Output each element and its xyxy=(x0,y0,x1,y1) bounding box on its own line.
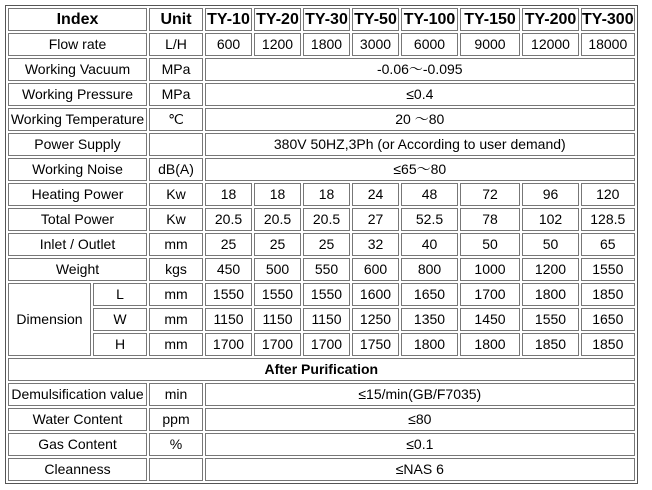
cell-value: 1200 xyxy=(522,258,579,281)
cell-value: ≤NAS 6 xyxy=(205,458,635,481)
table-row xyxy=(8,233,635,256)
cell-value: 1700 xyxy=(460,283,520,306)
row-unit xyxy=(149,133,203,156)
cell-value: 20 ～80 xyxy=(205,108,635,131)
cell-value: 18 xyxy=(205,183,252,206)
cell-value: 500 xyxy=(254,258,301,281)
table-row xyxy=(8,183,635,206)
table-row xyxy=(8,208,635,231)
row-unit: L/H xyxy=(149,33,203,56)
cell-value: 128.5 xyxy=(581,208,635,231)
row-unit: mm xyxy=(149,333,203,356)
cell-value: 600 xyxy=(352,258,399,281)
cell-value: 9000 xyxy=(460,33,520,56)
row-label: Power Supply xyxy=(8,133,147,156)
row-label: Total Power xyxy=(8,208,147,231)
cell-value: 1800 xyxy=(522,283,579,306)
cell-value: 65 xyxy=(581,233,635,256)
cell-value: 1650 xyxy=(401,283,458,306)
cell-value: 1850 xyxy=(522,333,579,356)
row-unit: MPa xyxy=(149,58,203,81)
row-unit: ℃ xyxy=(149,108,203,131)
row-unit: Kw xyxy=(149,208,203,231)
cell-value: 25 xyxy=(254,233,301,256)
cell-value: 52.5 xyxy=(401,208,458,231)
row-label: Working Noise xyxy=(8,158,147,181)
row-label: Working Vacuum xyxy=(8,58,147,81)
cell-value: 20.5 xyxy=(303,208,350,231)
header-model: TY-30 xyxy=(303,8,350,31)
cell-value: 1450 xyxy=(460,308,520,331)
cell-value: 1700 xyxy=(205,333,252,356)
dimension-axis: L xyxy=(93,283,147,306)
table-row xyxy=(8,408,635,431)
cell-value: 3000 xyxy=(352,33,399,56)
cell-value: 20.5 xyxy=(254,208,301,231)
row-unit: dB(A) xyxy=(149,158,203,181)
cell-value: 12000 xyxy=(522,33,579,56)
header-model: TY-200 xyxy=(522,8,579,31)
header-model: TY-150 xyxy=(460,8,520,31)
table-row xyxy=(8,133,635,156)
cell-value: ≤0.1 xyxy=(205,433,635,456)
cell-value: 1800 xyxy=(460,333,520,356)
cell-value: 48 xyxy=(401,183,458,206)
row-unit: MPa xyxy=(149,83,203,106)
cell-value: 1350 xyxy=(401,308,458,331)
row-label: Inlet / Outlet xyxy=(8,233,147,256)
dimension-axis: W xyxy=(93,308,147,331)
cell-value: 102 xyxy=(522,208,579,231)
row-label: Working Pressure xyxy=(8,83,147,106)
cell-value: 96 xyxy=(522,183,579,206)
cell-value: 1000 xyxy=(460,258,520,281)
cell-value: 1150 xyxy=(303,308,350,331)
row-unit: Kw xyxy=(149,183,203,206)
row-unit: % xyxy=(149,433,203,456)
row-label: Flow rate xyxy=(8,33,147,56)
section-title: After Purification xyxy=(8,358,635,381)
table-row xyxy=(8,283,635,306)
row-label: Working Temperature xyxy=(8,108,147,131)
cell-value: 1200 xyxy=(254,33,301,56)
row-unit: min xyxy=(149,383,203,406)
table-row xyxy=(8,308,635,331)
header-row xyxy=(8,8,635,31)
row-label: Heating Power xyxy=(8,183,147,206)
cell-value: ≤15/min(GB/F7035) xyxy=(205,383,635,406)
cell-value: 380V 50HZ,3Ph (or According to user demand) xyxy=(205,133,635,156)
dimension-axis: H xyxy=(93,333,147,356)
cell-value: 1600 xyxy=(352,283,399,306)
header-index: Index xyxy=(8,8,147,31)
cell-value: 1550 xyxy=(522,308,579,331)
cell-value: 1550 xyxy=(254,283,301,306)
cell-value: 1800 xyxy=(303,33,350,56)
table-row xyxy=(8,33,635,56)
cell-value: ≤0.4 xyxy=(205,83,635,106)
row-label: Water Content xyxy=(8,408,147,431)
cell-value: 1850 xyxy=(581,333,635,356)
cell-value: 40 xyxy=(401,233,458,256)
cell-value: 450 xyxy=(205,258,252,281)
header-unit: Unit xyxy=(149,8,203,31)
cell-value: 24 xyxy=(352,183,399,206)
cell-value: ≤65～80 xyxy=(205,158,635,181)
cell-value: 50 xyxy=(460,233,520,256)
cell-value: 1150 xyxy=(205,308,252,331)
table-row xyxy=(8,433,635,456)
cell-value: 50 xyxy=(522,233,579,256)
cell-value: 800 xyxy=(401,258,458,281)
section-header-row xyxy=(8,358,635,381)
cell-value: 1550 xyxy=(303,283,350,306)
row-unit: kgs xyxy=(149,258,203,281)
cell-value: 18000 xyxy=(581,33,635,56)
cell-value: 1800 xyxy=(401,333,458,356)
table-row xyxy=(8,108,635,131)
cell-value: 20.5 xyxy=(205,208,252,231)
row-label: Weight xyxy=(8,258,147,281)
header-model: TY-10 xyxy=(205,8,252,31)
table-row xyxy=(8,258,635,281)
row-label: Gas Content xyxy=(8,433,147,456)
table-row xyxy=(8,58,635,81)
header-model: TY-50 xyxy=(352,8,399,31)
header-model: TY-100 xyxy=(401,8,458,31)
table-row xyxy=(8,383,635,406)
dimension-label: Dimension xyxy=(8,283,91,356)
spec-table xyxy=(5,5,638,484)
row-label: Demulsification value xyxy=(8,383,147,406)
cell-value: 1750 xyxy=(352,333,399,356)
cell-value: -0.06～-0.095 xyxy=(205,58,635,81)
cell-value: 78 xyxy=(460,208,520,231)
header-model: TY-300 xyxy=(581,8,635,31)
cell-value: 1550 xyxy=(205,283,252,306)
table-row xyxy=(8,158,635,181)
row-label: Cleanness xyxy=(8,458,147,481)
cell-value: 1650 xyxy=(581,308,635,331)
row-unit xyxy=(149,458,203,481)
cell-value: 6000 xyxy=(401,33,458,56)
row-unit: mm xyxy=(149,283,203,306)
header-model: TY-20 xyxy=(254,8,301,31)
cell-value: 550 xyxy=(303,258,350,281)
cell-value: 1850 xyxy=(581,283,635,306)
cell-value: 18 xyxy=(254,183,301,206)
row-unit: ppm xyxy=(149,408,203,431)
cell-value: 27 xyxy=(352,208,399,231)
cell-value: 18 xyxy=(303,183,350,206)
cell-value: 25 xyxy=(303,233,350,256)
cell-value: 1250 xyxy=(352,308,399,331)
cell-value: 1550 xyxy=(581,258,635,281)
cell-value: 1700 xyxy=(303,333,350,356)
table-row xyxy=(8,333,635,356)
row-unit: mm xyxy=(149,233,203,256)
cell-value: 120 xyxy=(581,183,635,206)
cell-value: 1700 xyxy=(254,333,301,356)
table-row xyxy=(8,83,635,106)
cell-value: ≤80 xyxy=(205,408,635,431)
table-row xyxy=(8,458,635,481)
cell-value: 600 xyxy=(205,33,252,56)
row-unit: mm xyxy=(149,308,203,331)
cell-value: 1150 xyxy=(254,308,301,331)
cell-value: 32 xyxy=(352,233,399,256)
cell-value: 25 xyxy=(205,233,252,256)
cell-value: 72 xyxy=(460,183,520,206)
